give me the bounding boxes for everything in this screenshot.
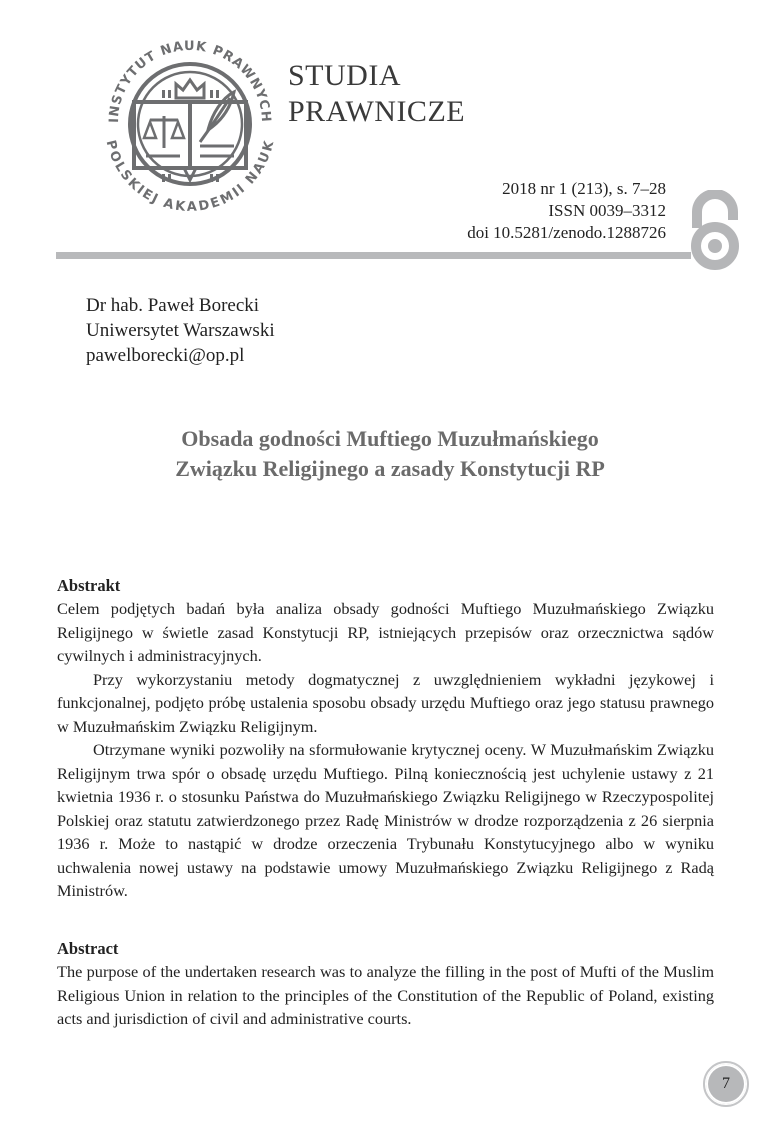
abstract-section [57,937,714,1031]
institute-seal-icon [92,24,288,220]
page-number-badge [706,1064,746,1104]
abstrakt-section [57,574,714,903]
abstrakt-paragraph: Otrzymane wyniki pozwoliły na sformułowanie krytycznej oceny. W Muzułmańskim Związku Religijnym trwa spór o obsadę urzędu Muftiego. Pilną koniecznością jest uchylenie ustawy z 21 kwietnia 1936 r. o stosunku Państwa do Muzułmańskiego Związku Religijnego w Rzeczypospolitej Polskiej oraz statutu zatwierdzonego przez Radę Ministrów w drodze rozporządzenia z 26 sierpnia 1936 r. Może to nastąpić w drodze orzeczenia Trybunału Konstytucyjnego albo w wyniku uchwalenia nowej ustawy na podstawie umowy Muzułmańskiego Związku Religijnego z Radą Ministrów. [57,740,714,900]
issue-info: 2018 nr 1 (213), s. 7–28 [502,179,666,198]
header-divider [56,252,691,259]
abstrakt-heading: Abstrakt [57,576,121,595]
abstrakt-paragraph: Przy wykorzystaniu metody dogmatycznej z uwzględnieniem wykładni językowej i funkcjonalnej, podjęto próbę ustalenia sposobu obsady urzędu Muftiego oraz jego statusu prawnego w Muzułmańskim Związku Religijnym. [57,669,714,736]
page-number: 7 [722,1075,730,1092]
journal-title [288,58,465,130]
article-title-line2: Związku Religijnego a zasady Konstytucji RP [175,456,605,481]
journal-title-line2: PRAWNICZE [288,95,466,128]
journal-title-line1: STUDIA [288,59,401,92]
issn: ISSN 0039–3312 [548,201,666,220]
author-affiliation: Uniwersytet Warszawski [86,320,275,341]
abstrakt-paragraph: Celem podjętych badań była analiza obsady godności Muftiego Muzułmańskiego Związku Religijnego w świetle zasad Konstytucji RP, istniejących przepisów oraz orzecznictwa sądów cywilnych i administracyjnych. [57,599,714,665]
institute-seal-logo [92,24,288,220]
seal-text-top: INSTYTUT NAUK PRAWNYCH [106,38,274,124]
publication-meta [467,178,666,244]
author-block [86,293,275,368]
author-name: Dr hab. Paweł Borecki [86,295,260,316]
open-access-icon [687,190,743,270]
abstract-heading: Abstract [57,939,119,958]
seal-text-bottom: POLSKIEJ AKADEMII NAUK [102,138,278,215]
doi-link[interactable]: doi 10.5281/zenodo.1288726 [467,223,666,242]
author-email[interactable]: pawelborecki@op.pl [86,345,245,366]
abstract-paragraph: The purpose of the undertaken research was to analyze the filling in the post of Mufti of the Muslim Religious Union in relation to the principles of the Constitution of the Republic of Poland, existing acts and jurisdiction of civil and administrative courts. [57,962,714,1028]
article-title [0,424,780,484]
article-title-line1: Obsada godności Muftiego Muzułmańskiego [181,426,599,451]
